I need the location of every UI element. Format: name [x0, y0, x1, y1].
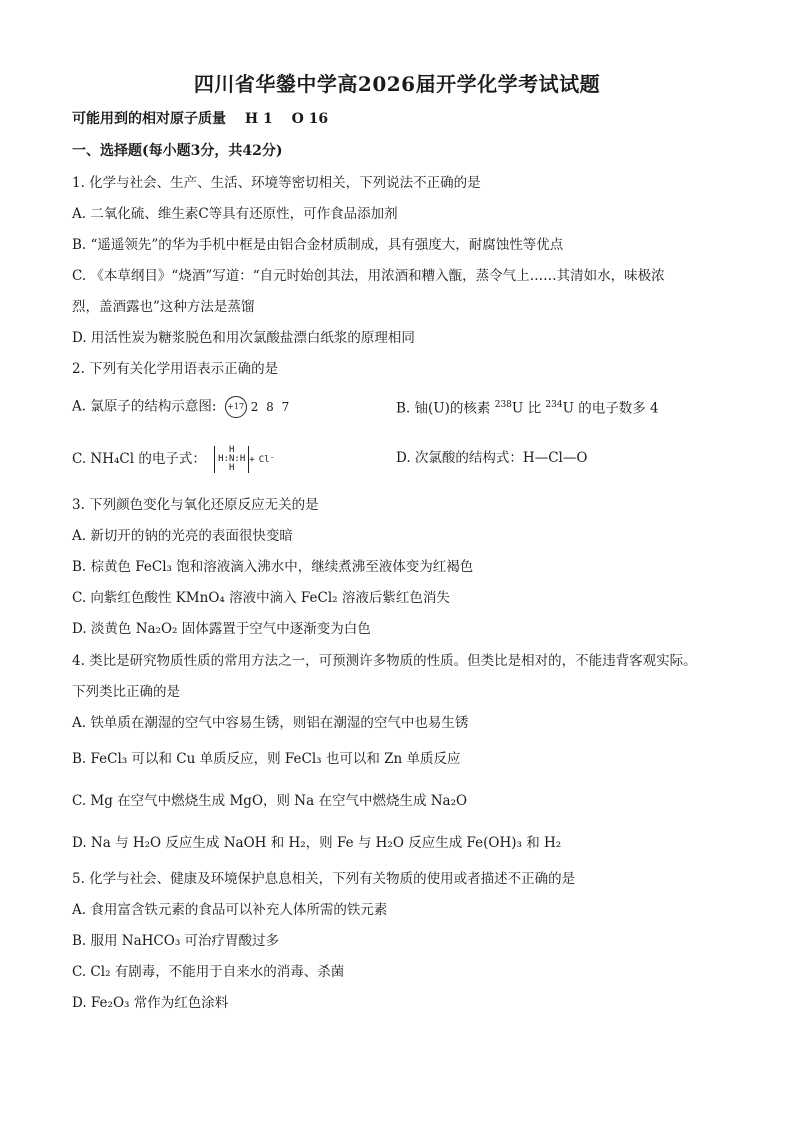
q2-stem: 2. 下列有关化学用语表示正确的是: [72, 361, 279, 377]
q2-option-c: [72, 446, 275, 473]
q4-option-c: C. Mg 在空气中燃烧生成 MgO，则 Na 在空气中燃烧生成 Na₂O: [72, 793, 468, 809]
q2-mass-238: 238: [494, 400, 512, 410]
q5-option-a: A. 食用富含铁元素的食品可以补充人体所需的铁元素: [72, 902, 388, 918]
lewis-bot: H: [229, 463, 235, 473]
q3-stem: 3. 下列颜色变化与氧化还原反应无关的是: [72, 497, 319, 513]
q2-option-a-text: A. 氯原子的结构示意图:: [72, 398, 217, 415]
q4-option-b: B. FeCl₃ 可以和 Cu 单质反应，则 FeCl₃ 也可以和 Zn 单质反应: [72, 751, 461, 767]
nucleus-circle: +17: [225, 396, 247, 418]
q2-option-b-mid: U 比: [511, 400, 542, 417]
q3-option-c: C. 向紫红色酸性 KMnO₄ 溶液中滴入 FeCl₂ 溶液后紫红色消失: [72, 590, 450, 606]
lewis-mid: H:N:H: [218, 454, 246, 464]
q5-option-d: D. Fe₂O₃ 常作为红色涂料: [72, 995, 229, 1011]
atomic-mass-line: 可能用到的相对原子质量 H 1 O 16: [72, 111, 329, 127]
q1-option-c-line1: C. 《本草纲目》“烧酒”写道：“自元时始创其法，用浓酒和糟入甑，蒸令气上……其清如水，味极浓: [72, 268, 665, 284]
q2-option-b-pre: B. 铀(U)的核素: [396, 400, 491, 417]
q1-option-d: D. 用活性炭为糖浆脱色和用次氯酸盐漂白纸浆的原理相同: [72, 330, 415, 346]
q2-option-a: [72, 396, 291, 418]
exam-title: 四川省华鎣中学高2026届开学化学考试试题: [193, 72, 601, 96]
q2-mass-234: 234: [545, 400, 563, 410]
lewis-top: H: [229, 445, 235, 455]
q4-stem-line1: 4. 类比是研究物质性质的常用方法之一，可预测许多物质的性质。但类比是相对的，不能违背客观实际。: [72, 653, 697, 669]
ammonium-lewis-structure: [214, 446, 275, 473]
q4-option-a: A. 铁单质在潮湿的空气中容易生锈，则铝在潮湿的空气中也易生锈: [72, 715, 469, 731]
q3-option-a: A. 新切开的钠的光亮的表面很快变暗: [72, 528, 293, 544]
q5-option-b: B. 服用 NaHCO₃ 可治疗胃酸过多: [72, 933, 280, 949]
q5-option-c: C. Cl₂ 有剧毒，不能用于自来水的消毒、杀菌: [72, 964, 345, 980]
q1-stem: 1. 化学与社会、生产、生活、环境等密切相关，下列说法不正确的是: [72, 175, 481, 191]
q2-option-d: D. 次氯酸的结构式：H—Cl—O: [396, 450, 588, 466]
q1-option-b: B. “遥遥领先”的华为手机中框是由铝合金材质制成，具有强度大，耐腐蚀性等优点: [72, 237, 564, 253]
q2-option-c-text: C. NH₄Cl 的电子式：: [72, 451, 206, 467]
section-heading: 一、选择题(每小题3分，共42分): [72, 143, 283, 159]
q2-option-b: [396, 396, 659, 418]
q4-stem-line2: 下列类比正确的是: [72, 684, 180, 700]
q4-option-d: D. Na 与 H₂O 反应生成 NaOH 和 H₂，则 Fe 与 H₂O 反应生成 Fe(OH)₃ 和 H₂: [72, 835, 562, 851]
q3-option-b: B. 棕黄色 FeCl₃ 饱和溶液滴入沸水中，继续煮沸至液体变为红褐色: [72, 559, 474, 575]
q3-option-d: D. 淡黄色 Na₂O₂ 固体露置于空气中逐渐变为白色: [72, 621, 371, 637]
q5-stem: 5. 化学与社会、健康及环境保护息息相关，下列有关物质的使用或者描述不正确的是: [72, 871, 576, 887]
lewis-charge: +: [249, 454, 255, 465]
lewis-chloride: Cl⁻: [258, 454, 275, 465]
chlorine-structure-diagram: [225, 396, 292, 418]
electron-shells: 2 8 7: [250, 400, 292, 414]
q1-option-a: A. 二氧化硫、维生素C等具有还原性，可作食品添加剂: [72, 206, 398, 222]
q2-option-b-post: U 的电子数多 4: [562, 400, 659, 417]
q1-option-c-line2: 烈，盖酒露也”这种方法是蒸馏: [72, 299, 255, 315]
